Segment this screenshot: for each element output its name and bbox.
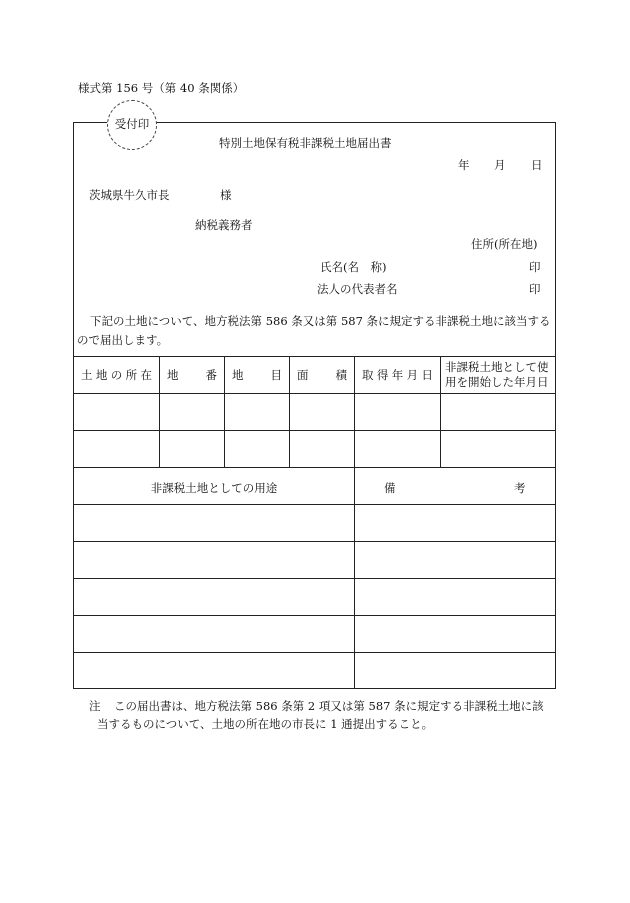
table2-header-rule	[73, 504, 556, 505]
taxpayer-representative-seal: 印	[529, 282, 541, 296]
table2-row-rule	[73, 578, 556, 579]
header-exempt-use-start-date: 非課税土地として使 用を開始した年月日	[445, 360, 549, 389]
addressee-honorific: 様	[220, 188, 232, 202]
statement-line-1: 下記の土地について、地方税法第 586 条又は第 587 条に規定する非課税土地に該当する	[90, 314, 551, 328]
table1-col-divider	[440, 356, 441, 467]
table1-bottom-rule	[73, 467, 556, 468]
table2-col-divider	[354, 467, 355, 689]
taxpayer-heading: 納税義務者	[195, 218, 253, 232]
table1-header-rule	[73, 393, 556, 394]
table2-row-rule	[73, 541, 556, 542]
header-lot-number: 地 番	[167, 367, 217, 382]
table2-row-rule	[73, 652, 556, 653]
header-area: 面 積	[297, 367, 347, 382]
reception-stamp-circle	[107, 100, 157, 150]
header-land-category: 地 目	[232, 367, 282, 382]
header-exempt-use: 非課税土地としての用途	[150, 481, 278, 495]
form-number: 様式第 156 号（第 40 条関係）	[78, 81, 245, 95]
date-month-label: 月	[494, 158, 506, 172]
note-line-2: 当するものについて、土地の所在地の市長に 1 通提出すること。	[97, 717, 434, 731]
taxpayer-representative-label: 法人の代表者名	[317, 282, 398, 296]
taxpayer-name-label: 氏名(名 称)	[320, 260, 387, 274]
date-year-label: 年	[458, 158, 470, 172]
reception-stamp-label: 受付印	[114, 117, 150, 131]
table2-row-rule	[73, 615, 556, 616]
form-frame	[73, 122, 556, 689]
note-label: 注	[89, 699, 101, 713]
taxpayer-name-seal: 印	[529, 260, 541, 274]
header-remarks-2: 考	[514, 481, 526, 495]
header-remarks-1: 備	[384, 481, 396, 495]
note-line-1: この届出書は、地方税法第 586 条第 2 項又は第 587 条に規定する非課税土地に該	[114, 699, 544, 713]
form-title: 特別土地保有税非課税土地届出書	[219, 136, 392, 150]
header-land-location: 土 地 の 所 在	[81, 367, 152, 382]
date-day-label: 日	[531, 158, 543, 172]
table1-row-rule	[73, 430, 556, 431]
header-acquisition-date: 取 得 年 月 日	[362, 367, 433, 382]
statement-line-2: ので届出します。	[77, 333, 169, 347]
addressee-mayor: 茨城県牛久市長	[89, 188, 170, 202]
taxpayer-address-label: 住所(所在地)	[471, 237, 538, 251]
